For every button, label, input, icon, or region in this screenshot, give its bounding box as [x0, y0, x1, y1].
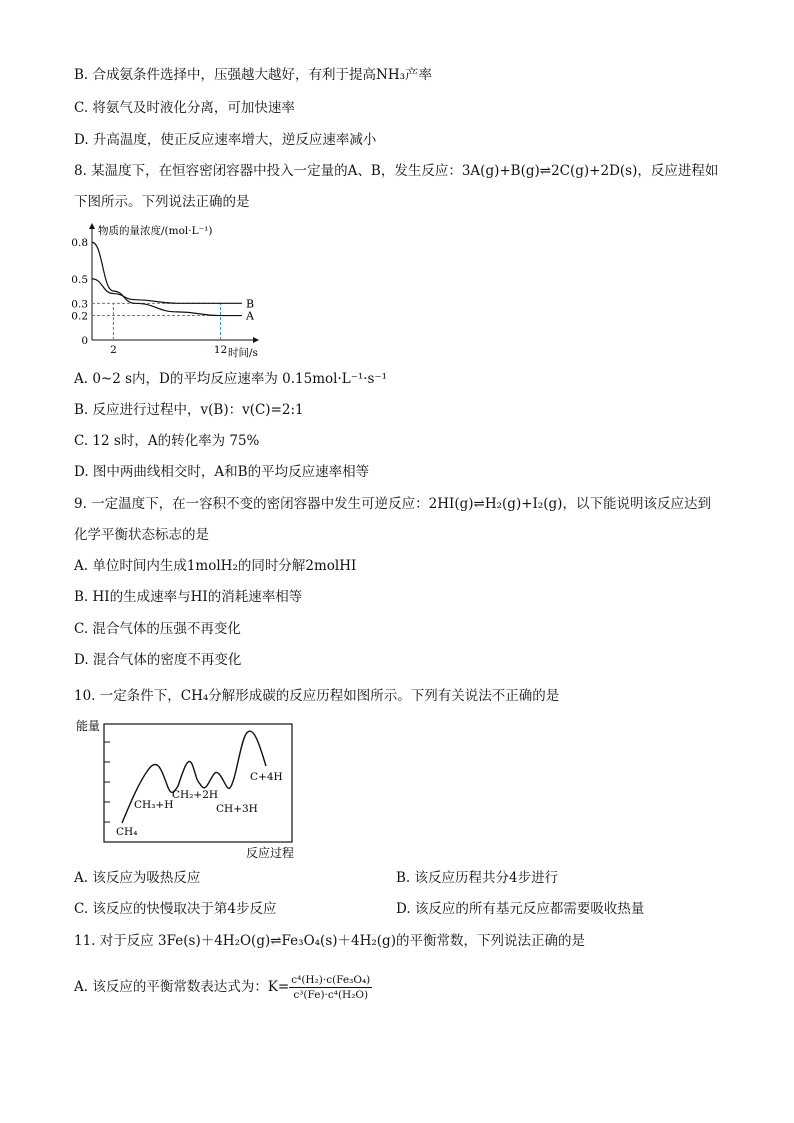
q7-option-b: B. 合成氨条件选择中，压强越大越好，有利于提高NH₃产率	[74, 67, 432, 83]
y-tick-label: 0.5	[71, 273, 88, 286]
q8-stem-line2: 下图所示。下列说法正确的是	[74, 194, 250, 210]
q8-option-b: B. 反应进行过程中，v(B)：v(C)=2:1	[74, 402, 304, 418]
species-label-ch4: CH₄	[116, 826, 138, 838]
q8-option-a: A. 0~2 s内，D的平均反应速率为 0.15mol·L⁻¹·s⁻¹	[74, 371, 388, 387]
reaction-process-axis-label: 反应过程	[246, 846, 295, 860]
q8-concentration-chart	[70, 218, 270, 362]
q7-option-c: C. 将氨气及时液化分离，可加快速率	[74, 100, 295, 116]
species-label-ch2-2h: CH₂+2H	[172, 789, 219, 801]
y-tick-label: 0.2	[71, 310, 88, 323]
energy-ticks	[104, 742, 110, 822]
q9-option-a: A. 单位时间内生成1molH₂的同时分解2molHI	[74, 558, 357, 574]
x-tick-label: 2	[110, 344, 117, 356]
diagram-frame	[104, 724, 292, 842]
energy-axis-label: 能量	[76, 719, 101, 733]
species-label-ch-3h: CH+3H	[216, 803, 258, 815]
q9-option-c: C. 混合气体的压强不再变化	[74, 621, 241, 637]
q10-stem: 10. 一定条件下，CH₄分解形成碳的反应历程如图所示。下列有关说法不正确的是	[74, 688, 560, 704]
y-tick-label: 0.8	[71, 237, 88, 250]
q8-stem-line1: 8. 某温度下，在恒容密闭容器中投入一定量的A、B，发生反应：3A(g)+B(g)⇌2C(g)+2D(s)，反应进程如	[74, 163, 719, 179]
x-axis-title: 时间/s	[228, 347, 258, 358]
series-line-A	[92, 242, 242, 315]
species-label-c-4h: C+4H	[250, 771, 283, 783]
q10-option-b: B. 该反应历程共分4步进行	[396, 870, 559, 886]
energy-diagram-svg	[74, 716, 314, 864]
q10-energy-diagram	[74, 716, 314, 868]
y-tick-label: 0.3	[71, 298, 88, 311]
q10-option-d: D. 该反应的所有基元反应都需要吸收热量	[396, 901, 645, 917]
q9-option-b: B. HI的生成速率与HI的消耗速率相等	[74, 589, 303, 605]
q11-option-a-text: A. 该反应的平衡常数表达式为：K=	[74, 979, 290, 995]
q10-option-a: A. 该反应为吸热反应	[74, 870, 201, 886]
q10-option-c: C. 该反应的快慢取决于第4步反应	[74, 901, 277, 917]
equilibrium-constant-fraction	[289, 973, 372, 1002]
y-tick-label: 0	[81, 335, 88, 347]
q8-option-c: C. 12 s时，A的转化率为 75%	[74, 433, 260, 449]
q9-option-d: D. 混合气体的密度不再变化	[74, 652, 242, 668]
q9-stem-line1: 9. 一定温度下，在一容积不变的密闭容器中发生可逆反应：2HI(g)⇌H₂(g)+I₂(g)，以下能说明该反应达到	[74, 496, 711, 512]
fraction-numerator: c⁴(H₂)·c(Fe₃O₄)	[291, 974, 371, 986]
chart-svg	[70, 218, 270, 358]
q11-stem: 11. 对于反应 3Fe(s)＋4H₂O(g)⇌Fe₃O₄(s)＋4H₂(g)的平衡常数，下列说法正确的是	[74, 933, 585, 949]
species-label-ch3h: CH₃+H	[134, 799, 174, 811]
q8-option-d: D. 图中两曲线相交时，A和B的平均反应速率相等	[74, 464, 370, 480]
q9-stem-line2: 化学平衡状态标志的是	[74, 527, 209, 543]
fraction-denominator: c³(Fe)·c⁴(H₂O)	[293, 989, 369, 1001]
q11-option-a	[74, 970, 372, 1004]
series-label-A: A	[246, 309, 254, 323]
y-axis-title: 物质的量浓度/(mol·L⁻¹)	[98, 225, 213, 237]
x-tick-label: 12	[213, 344, 228, 356]
q7-option-d: D. 升高温度，使正反应速率增大，逆反应速率减小	[74, 132, 377, 148]
series-label-B: B	[246, 297, 255, 311]
